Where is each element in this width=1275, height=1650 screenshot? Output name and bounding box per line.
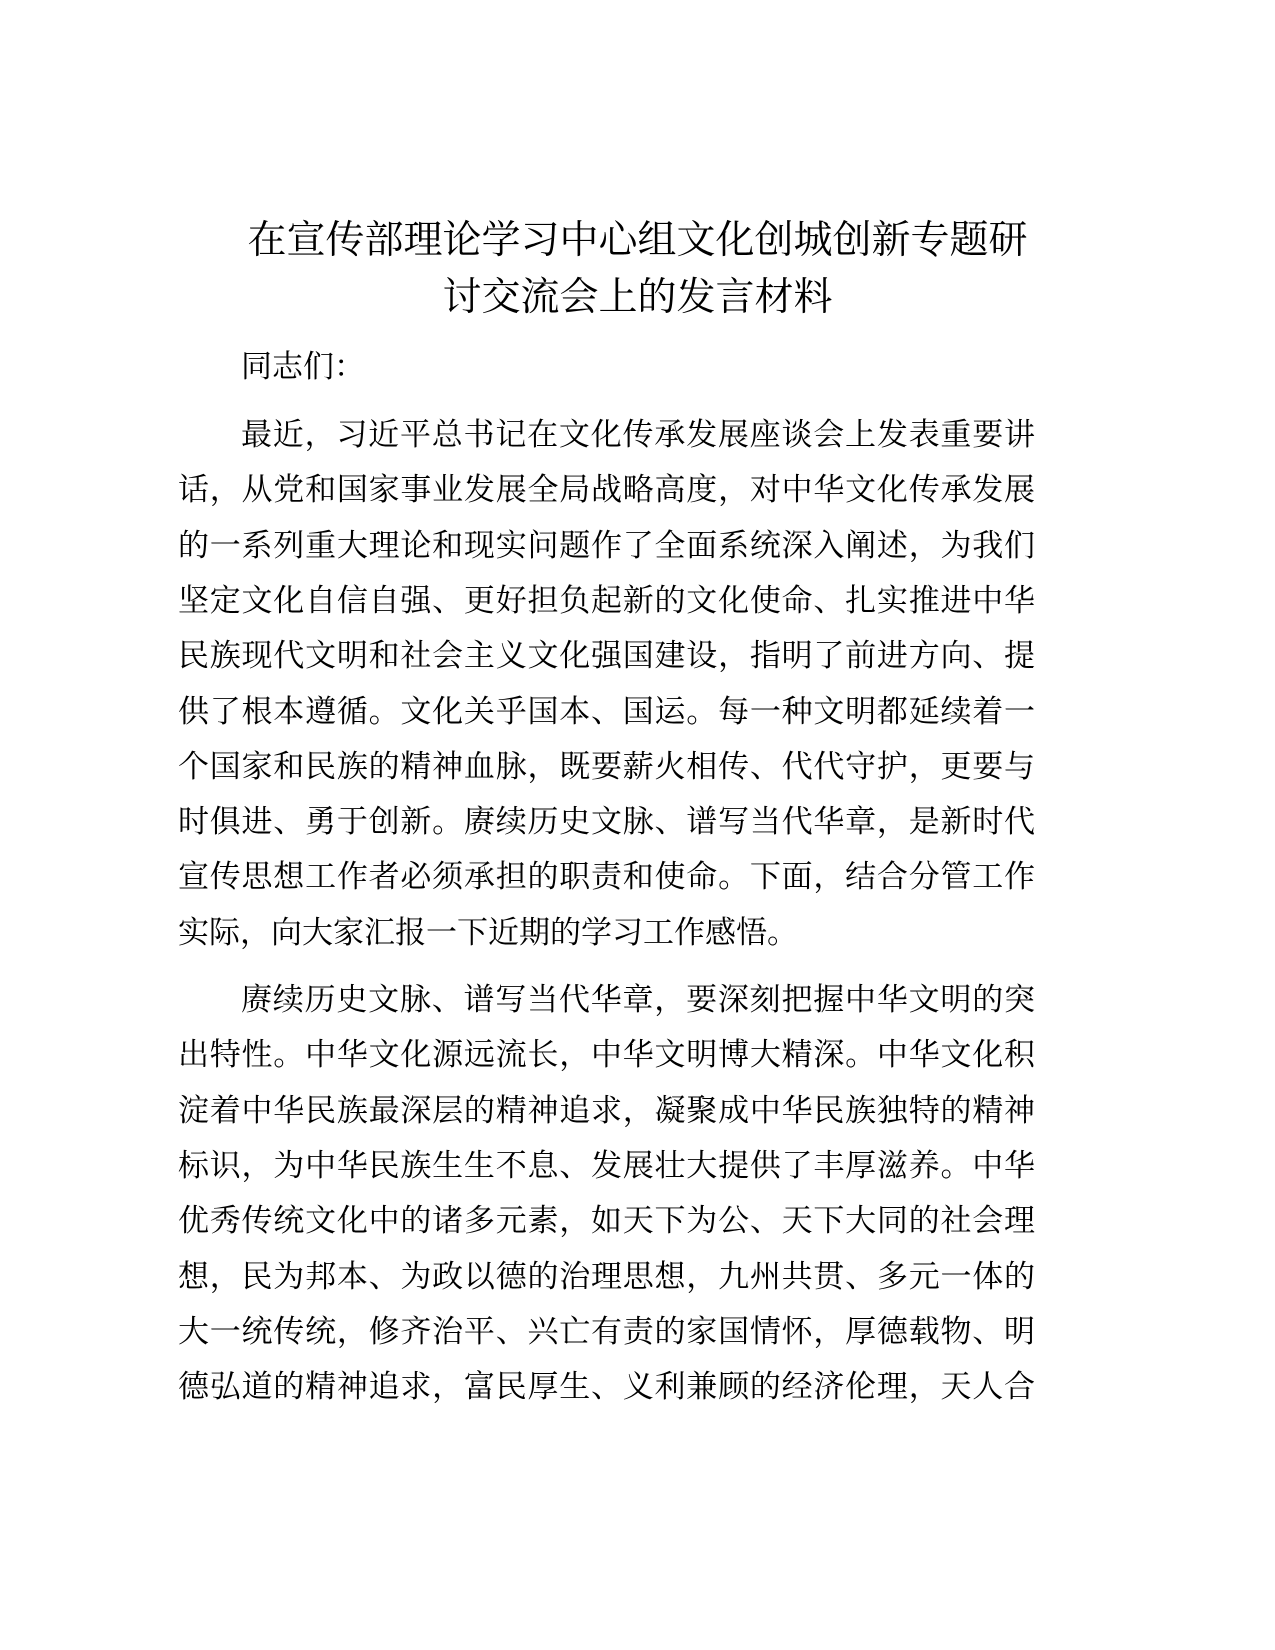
- paragraph-2-line: 想，民为邦本、为政以德的治理思想，九州共贯、多元一体的: [178, 1258, 1035, 1295]
- paragraph-1-line: 时俱进、勇于创新。赓续历史文脉、谱写当代华章，是新时代: [178, 804, 1035, 841]
- paragraph-1-line: 民族现代文明和社会主义文化强国建设，指明了前进方向、提: [178, 638, 1035, 675]
- paragraph-2-line: 淀着中华民族最深层的精神追求，凝聚成中华民族独特的精神: [178, 1092, 1035, 1129]
- paragraph-1-line: 宣传思想工作者必须承担的职责和使命。下面，结合分管工作: [178, 859, 1035, 896]
- document-title-line-1: 在宣传部理论学习中心组文化创城创新专题研: [247, 218, 1028, 263]
- paragraph-1-line: 话，从党和国家事业发展全局战略高度，对中华文化传承发展: [178, 472, 1035, 509]
- paragraph-1-line: 的一系列重大理论和现实问题作了全面系统深入阐述，为我们: [178, 527, 1035, 564]
- paragraph-2-line: 标识，为中华民族生生不息、发展壮大提供了丰厚滋养。中华: [178, 1147, 1035, 1184]
- paragraph-1-line: 实际，向大家汇报一下近期的学习工作感悟。: [178, 914, 798, 951]
- document-title-line-2: 讨交流会上的发言材料: [442, 275, 833, 320]
- paragraph-1-line: 个国家和民族的精神血脉，既要薪火相传、代代守护，更要与: [178, 748, 1035, 785]
- salutation: 同志们：: [241, 349, 365, 385]
- paragraph-1-line: 供了根本遵循。文化关乎国本、国运。每一种文明都延续着一: [178, 693, 1035, 730]
- paragraph-1-line: 坚定文化自信自强、更好担负起新的文化使命、扎实推进中华: [178, 582, 1035, 619]
- paragraph-2-line: 大一统传统，修齐治平、兴亡有责的家国情怀，厚德载物、明: [178, 1313, 1035, 1350]
- paragraph-2-line: 优秀传统文化中的诸多元素，如天下为公、天下大同的社会理: [178, 1203, 1035, 1240]
- paragraph-2-line: 出特性。中华文化源远流长，中华文明博大精深。中华文化积: [178, 1037, 1035, 1074]
- paragraph-2-line: 赓续历史文脉、谱写当代华章，要深刻把握中华文明的突: [241, 982, 1035, 1018]
- paragraph-2-line: 德弘道的精神追求，富民厚生、义利兼顾的经济伦理，天人合: [178, 1369, 1035, 1406]
- paragraph-1-line: 最近，习近平总书记在文化传承发展座谈会上发表重要讲: [241, 417, 1035, 453]
